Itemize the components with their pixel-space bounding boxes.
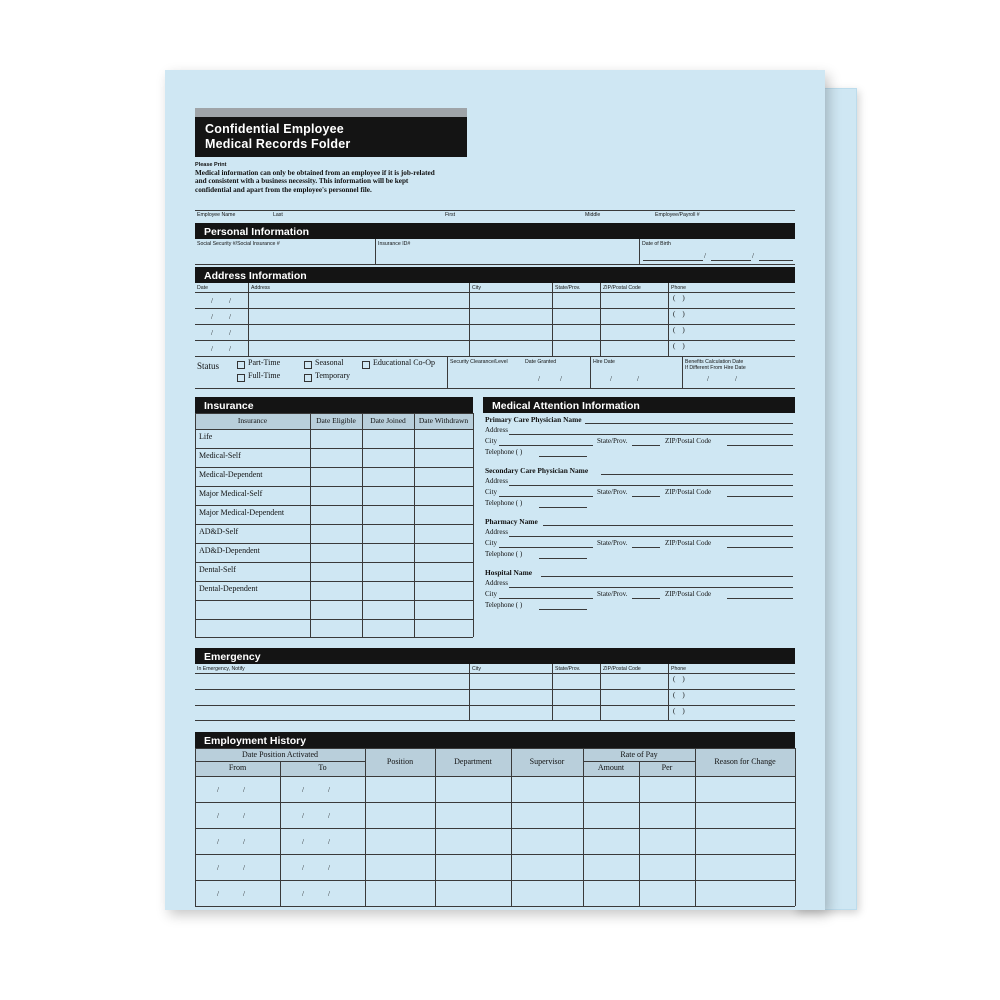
checkbox-seasonal[interactable] (304, 361, 312, 369)
address-h3 (195, 340, 795, 341)
label-dob: Date of Birth (642, 241, 671, 247)
hospital-city-line (499, 598, 593, 599)
eh-col-to: To (280, 761, 365, 776)
primary-physician-line (585, 423, 793, 424)
label-last: Last (273, 212, 283, 218)
addr-slash-r2a: / (211, 313, 213, 321)
insurance-row-major-medical-dependent: Major Medical-Dependent (199, 508, 285, 517)
eh-col-supervisor: Supervisor (511, 748, 583, 776)
label-address-state: State/Prov. (555, 285, 581, 291)
label-emergency-phone: Phone (671, 666, 687, 672)
label-emergency-city: City (472, 666, 481, 672)
hire-slash-2: / (637, 375, 639, 383)
primary-city-label: City (485, 437, 498, 445)
addr-slash-r4b: / (229, 345, 231, 353)
secondary-address-line (509, 485, 793, 486)
label-emergency-notify: In Emergency, Notify (197, 666, 245, 672)
eh-col-per: Per (639, 761, 695, 776)
label-benefits-calc-date: Benefits Calculation Date (685, 359, 744, 365)
insurance-h1 (195, 448, 473, 449)
secondary-zip-label: ZIP/Postal Code (665, 488, 712, 496)
emergency-h2 (195, 705, 795, 706)
checkbox-part-time[interactable] (237, 361, 245, 369)
eh-v5 (583, 748, 584, 906)
eh-h1 (195, 802, 795, 803)
personal-bottom-rule (195, 264, 795, 265)
pharmacy-title: Pharmacy Name (485, 517, 538, 526)
primary-telephone-label: Telephone ( ) (485, 448, 523, 456)
addr-slash-r1b: / (229, 297, 231, 305)
personal-divider-1 (375, 239, 376, 265)
eh-v8 (795, 748, 796, 906)
section-personal-information: Personal Information (195, 223, 795, 239)
eh-r2-to-s1: / (302, 812, 304, 820)
eh-v6 (639, 761, 640, 906)
pharmacy-address-label: Address (485, 528, 508, 536)
insurance-v2 (362, 413, 363, 637)
eh-h2 (195, 828, 795, 829)
phone-paren-r3: ( ) (673, 326, 685, 334)
eh-r5-from-s2: / (243, 890, 245, 898)
pharmacy-state-label: State/Prov. (597, 539, 628, 547)
address-v1 (248, 283, 249, 357)
hospital-zip-label: ZIP/Postal Code (665, 590, 712, 598)
label-hire-date: Hire Date (593, 359, 615, 365)
insurance-h8 (195, 581, 473, 582)
pharmacy-telephone-line (539, 558, 587, 559)
dob-line-3 (759, 260, 793, 261)
insurance-row-add-self: AD&D-Self (199, 527, 239, 536)
address-v2 (469, 283, 470, 357)
primary-physician-title: Primary Care Physician Name (485, 415, 582, 424)
title-line-1: Confidential Employee (205, 122, 344, 136)
pharmacy-state-line (632, 547, 660, 548)
label-educational-coop: Educational Co-Op (373, 358, 435, 367)
eh-group-date-activated: Date Position Activated (195, 748, 365, 761)
eh-r1-from-s2: / (243, 786, 245, 794)
insurance-v3 (414, 413, 415, 637)
address-h4 (195, 356, 795, 357)
granted-slash-2: / (560, 375, 562, 383)
addr-slash-r3b: / (229, 329, 231, 337)
dob-line-2 (711, 260, 751, 261)
insurance-h3 (195, 486, 473, 487)
eh-h-top (195, 748, 795, 749)
eh-r4-to-s1: / (302, 864, 304, 872)
primary-address-label: Address (485, 426, 508, 434)
checkbox-full-time[interactable] (237, 374, 245, 382)
eh-col-department: Department (435, 748, 511, 776)
insurance-h10 (195, 619, 473, 620)
primary-address-line (509, 434, 793, 435)
confidentiality-disclaimer: Medical information can only be obtained from an employee if it is job-related and consistent with a business necessity. This information will be kept confidential and apart from the employee's personnel file. (195, 169, 435, 194)
eh-r3-from-s1: / (217, 838, 219, 846)
hospital-state-line (632, 598, 660, 599)
label-address-address: Address (251, 285, 271, 291)
eh-r4-from-s1: / (217, 864, 219, 872)
eh-r1-to-s2: / (328, 786, 330, 794)
hire-slash-1: / (610, 375, 612, 383)
label-benefits-calc-note: If Different From Hire Date (685, 365, 746, 371)
hospital-telephone-label: Telephone ( ) (485, 601, 523, 609)
label-address-city: City (472, 285, 481, 291)
hospital-telephone-line (539, 609, 587, 610)
eh-r3-to-s1: / (302, 838, 304, 846)
insurance-v0 (195, 413, 196, 637)
please-print-note: Please Print (195, 162, 227, 168)
pharmacy-zip-label: ZIP/Postal Code (665, 539, 712, 547)
eh-r5-from-s1: / (217, 890, 219, 898)
eh-h3 (195, 854, 795, 855)
section-address-information: Address Information (195, 267, 795, 283)
benefits-slash-2: / (735, 375, 737, 383)
pharmacy-telephone-label: Telephone ( ) (485, 550, 523, 558)
secondary-telephone-line (539, 507, 587, 508)
primary-zip-label: ZIP/Postal Code (665, 437, 712, 445)
label-ssn: Social Security #/Social Insurance # (197, 241, 280, 247)
benefits-slash-1: / (707, 375, 709, 383)
label-address-date: Date (197, 285, 208, 291)
pharmacy-address-line (509, 536, 793, 537)
insurance-h11 (195, 637, 473, 638)
insurance-h9 (195, 600, 473, 601)
label-status: Status (197, 361, 220, 371)
eh-r5-to-s1: / (302, 890, 304, 898)
name-row-top-rule (195, 210, 795, 211)
address-v3 (552, 283, 553, 357)
secondary-state-line (632, 496, 660, 497)
pharmacy-city-label: City (485, 539, 498, 547)
section-emergency: Emergency (195, 648, 795, 664)
eh-v0 (195, 748, 196, 906)
secondary-city-label: City (485, 488, 498, 496)
insurance-col-date-withdrawn: Date Withdrawn (414, 413, 473, 429)
hospital-address-label: Address (485, 579, 508, 587)
secondary-address-label: Address (485, 477, 508, 485)
insurance-row-medical-dependent: Medical-Dependent (199, 470, 263, 479)
primary-telephone-line (539, 456, 587, 457)
section-medical-attention: Medical Attention Information (483, 397, 795, 413)
insurance-row-medical-self: Medical-Self (199, 451, 241, 460)
insurance-h2 (195, 467, 473, 468)
dob-slash-2: / (752, 252, 754, 260)
label-seasonal: Seasonal (315, 358, 344, 367)
granted-slash-1: / (538, 375, 540, 383)
section-insurance: Insurance (195, 397, 473, 413)
insurance-row-dental-self: Dental-Self (199, 565, 236, 574)
address-v5 (668, 283, 669, 357)
insurance-col-insurance: Insurance (195, 413, 310, 429)
addr-slash-r3a: / (211, 329, 213, 337)
label-middle: Middle (585, 212, 601, 218)
hospital-title: Hospital Name (485, 568, 533, 577)
checkbox-educational-coop[interactable] (362, 361, 370, 369)
phone-paren-r4: ( ) (673, 342, 685, 350)
eh-v3 (435, 748, 436, 906)
hospital-city-label: City (485, 590, 498, 598)
status-v3 (682, 357, 683, 389)
eh-r3-to-s2: / (328, 838, 330, 846)
secondary-zip-line (727, 496, 793, 497)
eh-h5 (195, 906, 795, 907)
emergency-phone-paren-r2: ( ) (673, 691, 685, 699)
folder-front-page (165, 70, 825, 910)
secondary-physician-title: Secondary Care Physician Name (485, 466, 589, 475)
insurance-h-head-bot (195, 429, 473, 430)
eh-h4 (195, 880, 795, 881)
primary-city-line (499, 445, 593, 446)
hospital-state-label: State/Prov. (597, 590, 628, 598)
insurance-v4 (473, 413, 474, 637)
eh-r5-to-s2: / (328, 890, 330, 898)
address-h2 (195, 324, 795, 325)
insurance-h-head-top (195, 413, 473, 414)
eh-v4 (511, 748, 512, 906)
eh-h-head-bot (195, 776, 795, 777)
label-security-clearance: Security Clearance/Level (450, 359, 508, 365)
title-line-2: Medical Records Folder (205, 137, 351, 151)
address-v4 (600, 283, 601, 357)
eh-group-rate-of-pay: Rate of Pay (583, 748, 695, 761)
label-date-granted: Date Granted (525, 359, 557, 365)
label-emergency-state: State/Prov. (555, 666, 581, 672)
insurance-h5 (195, 524, 473, 525)
title-grey-accent-bar (195, 108, 467, 117)
pharmacy-line (543, 525, 793, 526)
eh-col-amount: Amount (583, 761, 639, 776)
insurance-col-date-eligible: Date Eligible (310, 413, 362, 429)
eh-r2-from-s2: / (243, 812, 245, 820)
eh-r2-from-s1: / (217, 812, 219, 820)
emergency-h0 (195, 673, 795, 674)
hospital-address-line (509, 587, 793, 588)
insurance-row-dental-dependent: Dental-Dependent (199, 584, 258, 593)
emergency-h3 (195, 720, 795, 721)
primary-state-label: State/Prov. (597, 437, 628, 445)
dob-line-1 (643, 260, 703, 261)
phone-paren-r2: ( ) (673, 310, 685, 318)
label-emergency-zip: ZIP/Postal Code (603, 666, 641, 672)
hospital-line (541, 576, 793, 577)
insurance-row-major-medical-self: Major Medical-Self (199, 489, 263, 498)
insurance-row-add-dependent: AD&D-Dependent (199, 546, 260, 555)
section-employment-history: Employment History (195, 732, 795, 748)
pharmacy-zip-line (727, 547, 793, 548)
addr-slash-r4a: / (211, 345, 213, 353)
eh-col-from: From (195, 761, 280, 776)
status-v2 (590, 357, 591, 389)
insurance-row-life: Life (199, 432, 213, 441)
eh-r1-from-s1: / (217, 786, 219, 794)
document-title-block (195, 117, 467, 157)
label-address-zip: ZIP/Postal Code (603, 285, 641, 291)
secondary-physician-line (601, 474, 793, 475)
address-h1 (195, 308, 795, 309)
eh-col-reason-for-change: Reason for Change (695, 748, 795, 776)
status-v1 (447, 357, 448, 389)
secondary-city-line (499, 496, 593, 497)
addr-slash-r2b: / (229, 313, 231, 321)
pharmacy-city-line (499, 547, 593, 548)
eh-r4-from-s2: / (243, 864, 245, 872)
label-insurance-id: Insurance ID# (378, 241, 411, 247)
label-address-phone: Phone (671, 285, 687, 291)
label-part-time: Part-Time (248, 358, 281, 367)
label-first: First (445, 212, 456, 218)
eh-v2 (365, 748, 366, 906)
phone-paren-r1: ( ) (673, 294, 685, 302)
primary-zip-line (727, 445, 793, 446)
secondary-state-label: State/Prov. (597, 488, 628, 496)
status-bottom-rule (195, 388, 795, 389)
insurance-h4 (195, 505, 473, 506)
label-employee-name: Employee Name (197, 212, 236, 218)
eh-col-position: Position (365, 748, 435, 776)
eh-v1 (280, 761, 281, 906)
insurance-h7 (195, 562, 473, 563)
dob-slash-1: / (704, 252, 706, 260)
address-h0 (195, 292, 795, 293)
addr-slash-r1a: / (211, 297, 213, 305)
insurance-v1 (310, 413, 311, 637)
insurance-col-date-joined: Date Joined (362, 413, 414, 429)
secondary-telephone-label: Telephone ( ) (485, 499, 523, 507)
label-temporary: Temporary (315, 371, 350, 380)
checkbox-temporary[interactable] (304, 374, 312, 382)
emergency-phone-paren-r3: ( ) (673, 707, 685, 715)
personal-divider-2 (639, 239, 640, 265)
hospital-zip-line (727, 598, 793, 599)
insurance-h6 (195, 543, 473, 544)
label-full-time: Full-Time (248, 371, 281, 380)
emergency-h1 (195, 689, 795, 690)
eh-v7 (695, 748, 696, 906)
eh-r4-to-s2: / (328, 864, 330, 872)
eh-r3-from-s2: / (243, 838, 245, 846)
eh-r2-to-s2: / (328, 812, 330, 820)
label-payroll: Employee/Payroll # (655, 212, 700, 218)
emergency-phone-paren-r1: ( ) (673, 675, 685, 683)
eh-r1-to-s1: / (302, 786, 304, 794)
primary-state-line (632, 445, 660, 446)
